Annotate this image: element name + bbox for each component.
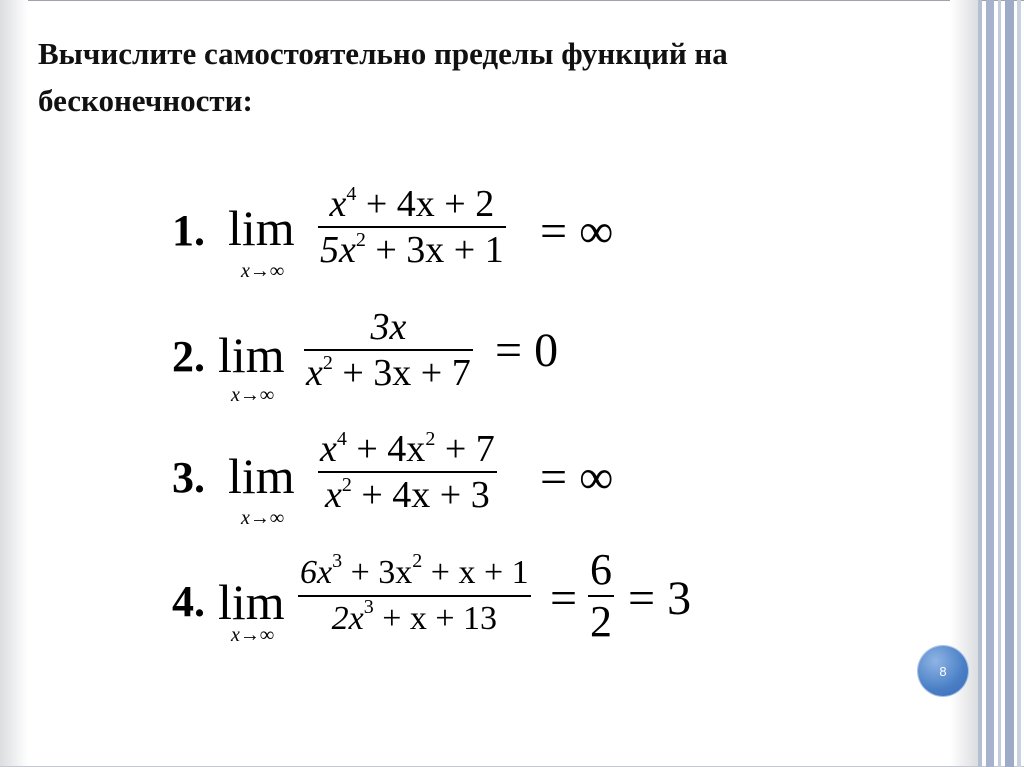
- formula-number: 3.: [172, 453, 205, 502]
- formula-number: 4.: [172, 577, 205, 626]
- limit-result: = 0: [495, 324, 559, 377]
- limit-formula-1: [0, 180, 960, 280]
- fraction-numerator: $x^4 + 4x^2 + 7$: [320, 428, 495, 470]
- fraction-denominator: $2x^3 + x + 13$: [331, 596, 498, 637]
- result-fraction: [588, 545, 614, 647]
- limit-formula-4: [0, 545, 960, 655]
- lim-operator: lim: [218, 327, 285, 383]
- result-numerator: 6: [590, 545, 612, 594]
- limit-formula-2: [0, 305, 960, 405]
- lim-subscript: x→∞: [231, 384, 275, 406]
- lim-subscript: x→∞: [241, 507, 285, 529]
- fraction-numerator: $6x^3 + 3x^2 + x + 1$: [300, 550, 529, 591]
- fraction-denominator: $x^2 + 4x + 3$: [325, 474, 490, 516]
- slide-heading: Вычислите самостоятельно пределы функций на бесконечности:: [38, 36, 728, 118]
- page-number-badge: 8: [918, 646, 968, 696]
- lim-subscript: x→∞: [231, 624, 275, 646]
- limit-result: = 3: [628, 572, 692, 625]
- limit-fraction: [318, 182, 506, 272]
- limit-fraction: [304, 305, 473, 395]
- decorative-stripes: [978, 0, 1024, 767]
- lim-operator: lim: [228, 200, 295, 256]
- lim-operator: lim: [228, 448, 295, 504]
- formula-number: 1.: [172, 206, 205, 255]
- slide-frame-top: [0, 0, 1024, 1]
- limit-formula-3: [0, 425, 960, 529]
- stripe: [986, 0, 994, 767]
- lim-subscript: x→∞: [241, 260, 285, 282]
- limit-fraction: [298, 551, 531, 641]
- fraction-denominator: $5x^2 + 3x + 1$: [320, 229, 504, 271]
- fraction-numerator: $x^4 + 4x + 2$: [329, 183, 495, 225]
- limit-fraction: [318, 427, 497, 517]
- lim-operator: lim: [218, 574, 285, 630]
- stripe: [1017, 0, 1021, 767]
- result-equals: =: [550, 572, 578, 625]
- stripe: [978, 0, 982, 767]
- formula-number: 2.: [172, 332, 205, 381]
- result-denominator: 2: [590, 597, 612, 646]
- limit-result: = ∞: [540, 451, 614, 504]
- fraction-denominator: $x^2 + 3x + 7$: [306, 352, 471, 394]
- limit-result: = ∞: [540, 205, 614, 258]
- stripe: [1005, 0, 1014, 767]
- fraction-numerator: 3x: [370, 306, 407, 348]
- stripe: [998, 0, 1001, 767]
